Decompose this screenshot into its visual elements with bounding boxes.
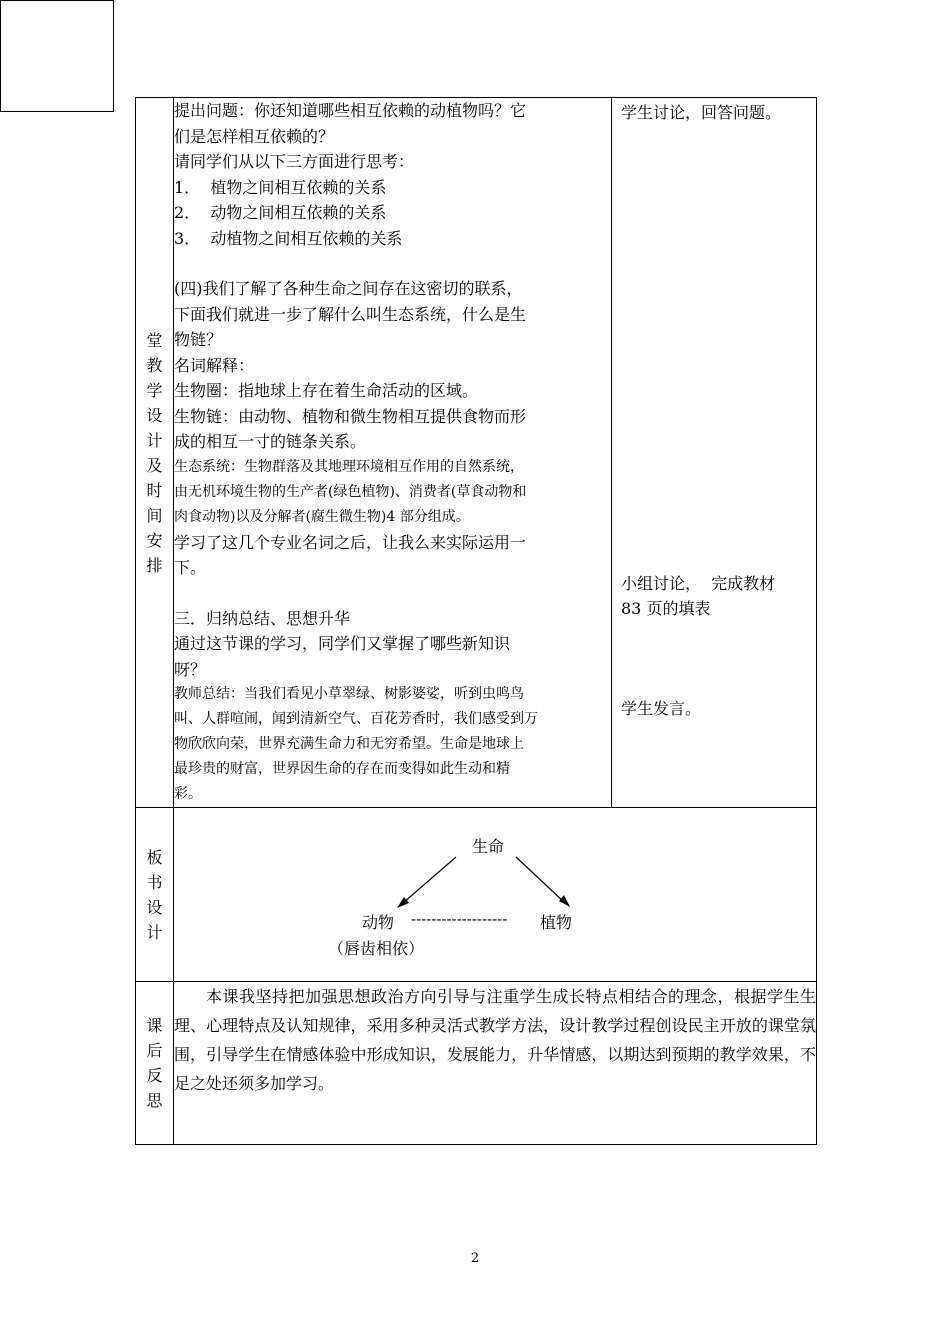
student-activity-2a: 小组讨论， 完成教材 [621,574,776,593]
section-heading: 三．归纳总结、思想升华 [174,608,351,628]
board-row [136,808,817,982]
reflection-label-cell [136,982,174,1145]
design-label: 堂教学设计及时间安排 [146,330,163,575]
content-line: 下。 [174,558,207,577]
content-line: 学习了这几个专业名词之后，让我么来实际运用一 [174,532,527,552]
ecosystem-line: 由无机环境生物的生产者(绿色植物)、消费者(草食动物和 [174,483,527,500]
board-right-word: 植物 [540,913,573,932]
content-line: 成的相互一寸的链条关系。 [174,432,367,451]
content-line: 1． 植物之间相互依赖的关系 [174,177,387,197]
lesson-plan-table [135,97,817,1145]
summary-line: 教师总结：当我们看见小草翠绿、树影婆娑，听到虫鸣鸟 [174,686,524,702]
board-arrows [174,808,816,980]
student-activity-2b: 83 页的填表 [621,599,711,618]
content-line: 们是怎样相互依赖的？ [174,126,335,146]
ecosystem-line: 生态系统：生物群落及其地理环境相互作用的自然系统， [174,458,524,475]
board-dashes: ------------------- [411,910,508,928]
summary-line: 彩。 [174,786,202,802]
arrow-right-line [516,857,564,902]
blank-line [174,581,611,606]
content-line: 生物圈：指地球上存在着生命活动的区域。 [174,381,479,400]
content-line: 3． 动植物之间相互依赖的关系 [174,228,403,248]
design-label-cell [136,98,174,808]
content-line: 下面我们就进一步了解什么叫生态系统，什么是生 [174,304,527,324]
board-design-cell [174,808,817,982]
blank-line [174,251,611,276]
design-row [136,98,817,808]
board-diagram [174,808,816,980]
reflection-label: 课后反思 [146,1016,163,1110]
page-number: 2 [470,1251,480,1266]
arrow-right-head [559,895,570,907]
summary-line: 最珍贵的财富，世界因生命的存在而变得如此生动和精 [174,761,510,777]
student-activity-1: 学生讨论，回答问题。 [621,103,782,122]
content-line: (四)我们了解了各种生命之间存在这密切的联系， [174,279,523,298]
student-activity-3: 学生发言。 [621,699,702,718]
board-label: 板书设计 [146,847,163,942]
content-line: 呀？ [174,659,207,679]
student-activity-cell [612,98,817,808]
content-line: 通过这节课的学习，同学们又掌握了哪些新知识 [174,634,511,653]
summary-line: 叫、人群喧闹，闻到清新空气、百花芳香时，我们感受到万 [174,711,538,727]
board-label-cell [136,808,174,982]
content-line: 请同学们从以下三方面进行思考： [174,152,415,171]
content-line: 生物链：由动物、植物和微生物相互提供食物而形 [174,406,527,426]
reflection-row [136,982,817,1145]
board-left-word: 动物 [362,913,395,932]
content-line: 物链？ [174,330,223,349]
reflection-text: 本课我坚持把加强思想政治方向引导与注重学生成长特点相结合的理念，根据学生生理、心理特点及认知规律，采用多种灵活式教学方法，设计教学过程创设民主开放的课堂氛围，引导学生在情感体验中形成知识，发展能力，升华情感，以期达到预期的教学效果，不足之处还须多加学习。 [174,982,817,1145]
arrow-left-line [403,857,456,903]
board-note: （唇齿相依） [328,939,425,958]
summary-line: 物欣欣向荣，世界充满生命力和无穷希望。生命是地球上 [174,736,524,752]
content-line: 提出问题：你还知道哪些相互依赖的动植物吗？它 [174,101,527,120]
board-top-word: 生命 [472,837,505,856]
ecosystem-line: 肉食动物)以及分解者(腐生微生物)4 部分组成。 [174,508,470,525]
content-line: 名词解释： [174,355,255,375]
corner-box [0,0,114,112]
content-line: 2． 动物之间相互依赖的关系 [174,203,387,222]
teacher-activity-cell [174,98,612,808]
